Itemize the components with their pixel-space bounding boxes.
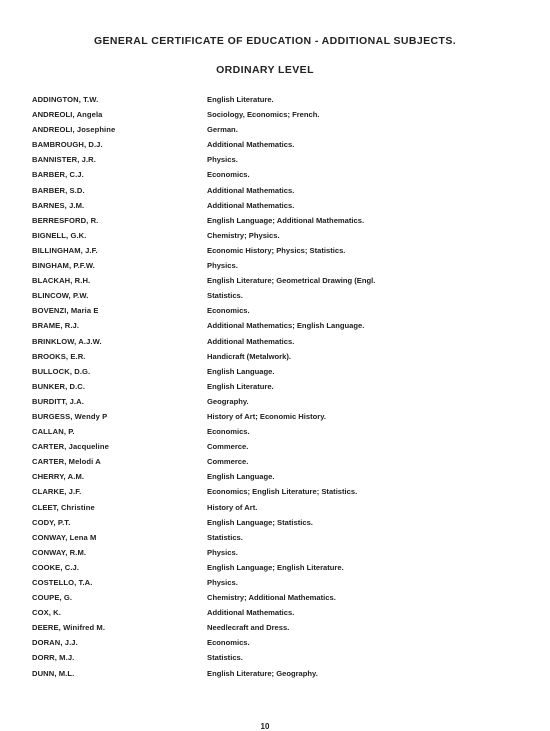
list-item [0, 500, 550, 515]
candidate-subjects: English Language. [207, 472, 275, 482]
candidate-subjects: Economics. [207, 170, 250, 180]
candidate-name: BILLINGHAM, J.F. [32, 245, 98, 255]
candidate-subjects: Economics. [207, 638, 250, 648]
candidate-name: CARTER, Melodi A [32, 457, 101, 467]
candidate-name: ANDREOLI, Josephine [32, 125, 116, 135]
candidate-name: BIGNELL, G.K. [32, 230, 87, 240]
document-title: GENERAL CERTIFICATE OF EDUCATION - ADDITIONAL SUBJECTS. [93, 35, 457, 47]
candidate-name: BARBER, C.J. [32, 170, 84, 180]
list-item [0, 152, 550, 167]
candidate-subjects: Statistics. [207, 532, 243, 542]
candidate-subjects: Needlecraft and Dress. [207, 623, 290, 633]
candidate-subjects: Physics. [207, 547, 238, 557]
candidate-subjects: Sociology, Economics; French. [207, 110, 320, 120]
list-item [0, 288, 550, 303]
candidate-subjects: English Literature. [207, 95, 274, 104]
list-item [0, 409, 550, 424]
candidate-subjects: Physics. [207, 261, 238, 271]
candidate-name: CHERRY, A.M. [32, 472, 85, 482]
candidate-name: BLINCOW, P.W. [32, 291, 89, 301]
candidate-subjects: English Language. [207, 366, 275, 376]
candidate-subjects: English Literature. [207, 381, 274, 391]
candidate-name: BROOKS, E.R. [32, 351, 86, 361]
list-item [0, 394, 550, 409]
candidate-subjects: Chemistry; Additional Mathematics. [207, 593, 336, 603]
candidate-name: BAMBROUGH, D.J. [32, 140, 103, 150]
candidate-subjects: Commerce. [207, 457, 249, 467]
list-item [0, 92, 550, 107]
list-item [0, 439, 550, 454]
list-item [0, 515, 550, 530]
candidate-name: BINGHAM, P.F.W. [32, 261, 95, 271]
list-item [0, 650, 550, 665]
list-item [0, 590, 550, 605]
list-item [0, 228, 550, 243]
candidate-name: BANNISTER, J.R. [32, 155, 96, 165]
candidate-subjects: Handicraft (Metalwork). [207, 351, 291, 361]
candidate-name: DORR, M.J. [32, 653, 75, 663]
candidate-name: BURGESS, Wendy P [32, 411, 108, 421]
candidate-subjects: Economic History; Physics; Statistics. [207, 245, 346, 255]
list-item [0, 183, 550, 198]
list-item [0, 424, 550, 439]
candidate-subjects: Statistics. [207, 653, 243, 663]
list-item [0, 364, 550, 379]
candidate-name: BARNES, J.M. [32, 200, 85, 210]
candidate-subjects: Additional Mathematics; English Language. [207, 321, 365, 331]
candidate-subjects: Physics. [207, 155, 238, 165]
list-item [0, 530, 550, 545]
candidate-name: DEERE, Winifred M. [32, 623, 106, 633]
list-item [0, 137, 550, 152]
candidate-name: ADDINGTON, T.W. [32, 95, 99, 104]
candidate-name: DORAN, J.J. [32, 638, 78, 648]
candidate-name: BOVENZI, Maria E [32, 306, 99, 316]
list-item [0, 122, 550, 137]
candidate-subjects: Chemistry; Physics. [207, 230, 280, 240]
candidate-name: CONWAY, R.M. [32, 547, 87, 557]
list-item [0, 484, 550, 499]
candidate-subjects: History of Art; Economic History. [207, 411, 326, 421]
list-item [0, 469, 550, 484]
candidate-name: BARBER, S.D. [32, 185, 85, 195]
list-item [0, 273, 550, 288]
candidate-subjects: English Literature; Geography. [207, 668, 318, 678]
candidate-subjects: History of Art. [207, 502, 258, 512]
list-item [0, 605, 550, 620]
candidate-name: BULLOCK, D.G. [32, 366, 91, 376]
list-item [0, 620, 550, 635]
list-item [0, 349, 550, 364]
candidate-name: COX, K. [32, 608, 61, 618]
candidate-subjects: English Literature; Geometrical Drawing (Engl. [207, 276, 376, 286]
candidate-name: CONWAY, Lena M [32, 532, 97, 542]
candidate-subjects: Additional Mathematics. [207, 140, 295, 150]
candidate-subjects: Economics. [207, 306, 250, 316]
list-item [0, 666, 550, 681]
candidate-name: BLACKAH, R.H. [32, 276, 91, 286]
candidate-name: BRAME, R.J. [32, 321, 80, 331]
candidate-subjects: Statistics. [207, 291, 243, 301]
candidate-subjects: Additional Mathematics. [207, 200, 295, 210]
list-item [0, 454, 550, 469]
list-item [0, 107, 550, 122]
candidate-subjects: Additional Mathematics. [207, 608, 295, 618]
candidate-name: COSTELLO, T.A. [32, 578, 93, 587]
candidate-list [0, 92, 550, 681]
list-item [0, 213, 550, 228]
candidate-subjects: Economics. [207, 427, 250, 437]
candidate-subjects: Geography. [207, 396, 249, 406]
list-item [0, 560, 550, 575]
candidate-name: CODY, P.T. [32, 517, 71, 527]
candidate-name: BUNKER, D.C. [32, 381, 86, 391]
candidate-subjects: Additional Mathematics. [207, 185, 295, 195]
list-item [0, 303, 550, 318]
candidate-subjects: Commerce. [207, 442, 249, 452]
candidate-name: ANDREOLI, Angela [32, 110, 103, 120]
candidate-subjects: Additional Mathematics. [207, 336, 295, 346]
list-item [0, 318, 550, 333]
candidate-name: CLEET, Christine [32, 502, 95, 512]
candidate-subjects: Economics; English Literature; Statistics. [207, 487, 358, 497]
level-heading: ORDINARY LEVEL [216, 64, 314, 76]
candidate-name: BRINKLOW, A.J.W. [32, 336, 102, 346]
candidate-name: BURDITT, J.A. [32, 396, 84, 406]
candidate-name: DUNN, M.L. [32, 668, 75, 678]
candidate-name: CLARKE, J.F. [32, 487, 82, 497]
candidate-subjects: German. [207, 125, 238, 135]
candidate-subjects: English Language; Additional Mathematics. [207, 215, 365, 225]
list-item [0, 635, 550, 650]
list-item [0, 258, 550, 273]
list-item [0, 334, 550, 349]
list-item [0, 167, 550, 182]
candidate-name: CARTER, Jacqueline [32, 442, 109, 452]
candidate-name: COOKE, C.J. [32, 562, 80, 572]
candidate-subjects: Physics. [207, 578, 238, 587]
list-item [0, 243, 550, 258]
list-item [0, 198, 550, 213]
list-item [0, 379, 550, 394]
page-number: 10 [260, 722, 270, 731]
candidate-subjects: English Language; Statistics. [207, 517, 313, 527]
candidate-name: COUPE, G. [32, 593, 73, 603]
list-item [0, 575, 550, 590]
candidate-subjects: English Language; English Literature. [207, 562, 344, 572]
candidate-name: BERRESFORD, R. [32, 215, 99, 225]
candidate-name: CALLAN, P. [32, 427, 75, 437]
list-item [0, 545, 550, 560]
